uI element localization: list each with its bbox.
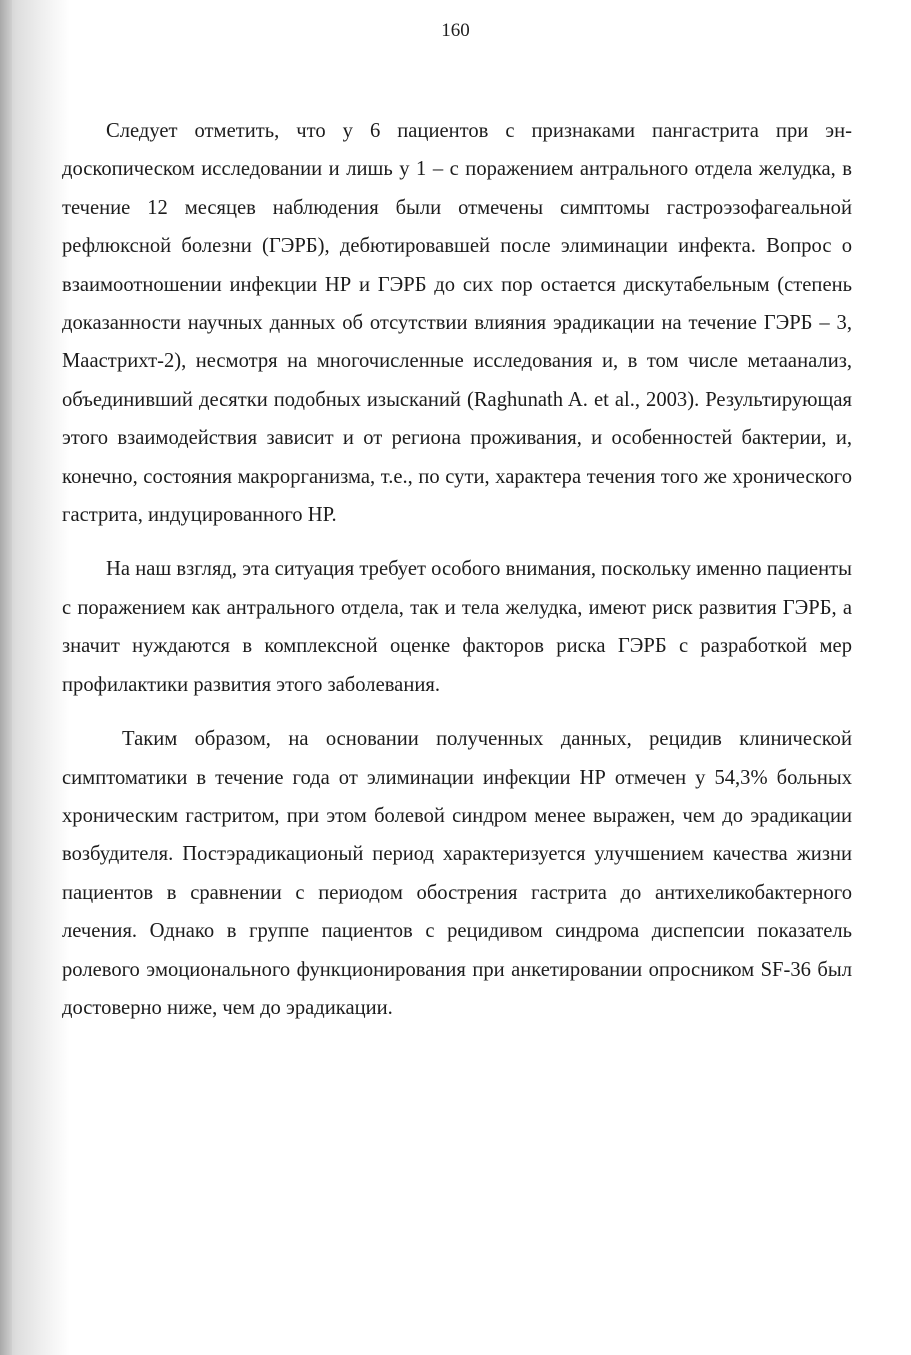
paragraph-1: Следует отметить, что у 6 пациентов с признаками пангастрита при эндоскопическом исследовании и лишь у 1 – с поражением антрального отдела желудка, в течение 12 месяцев наблюдения были отмечены симптомы гастроэзофагеальной рефлюксной болезни (ГЭРБ), дебютировавшей после элиминации инфекта. Вопрос о взаимоотношении инфекции НР и ГЭРБ до сих пор остается дискутабельным (степень доказанности научных данных об отсутствии влияния эрадикации на течение ГЭРБ – 3, Маастрихт-2), несмотря на многочисленные исследования и, в том числе метаанализ, объединивший десятки подобных изысканий (Raghunath A. et al., 2003). Результирующая этого взаимодействия зависит и от региона проживания, и особенностей бактерии, и, конечно, состояния макрорганизма, т.е., по сути, характера течения того же хронического гастрита, индуцированного НР. (62, 120, 852, 527)
scan-edge-dark (0, 0, 12, 1355)
paragraph-3: Таким образом, на основании полученных данных, рецидив клинической симптоматики в течение года от элиминации инфекции НР отмечен у 54,3% больных хроническим гастритом, при этом болевой синдром менее выражен, чем до эрадикации возбудителя. Постэрадикационый период характеризуется улучшением качества жизни пациентов в сравнении с периодом обострения гастрита до антихеликобактерного лечения. Однако в группе пациентов с рецидивом синдрома диспепсии показатель ролевого эмоционального функционирования при анкетировании опросником SF-36 был достоверно ниже, чем до эрадикации. (62, 728, 852, 1019)
body-text (62, 112, 852, 1027)
paragraph-2: На наш взгляд, эта ситуация требует особого внимания, поскольку именно пациенты с поражением как антрального отдела, так и тела желудка, имеют риск развития ГЭРБ, а значит нуждаются в комплексной оценке факторов риска ГЭРБ с разработкой мер профилактики развития этого заболевания. (62, 558, 852, 696)
page-number: 160 (441, 20, 470, 41)
